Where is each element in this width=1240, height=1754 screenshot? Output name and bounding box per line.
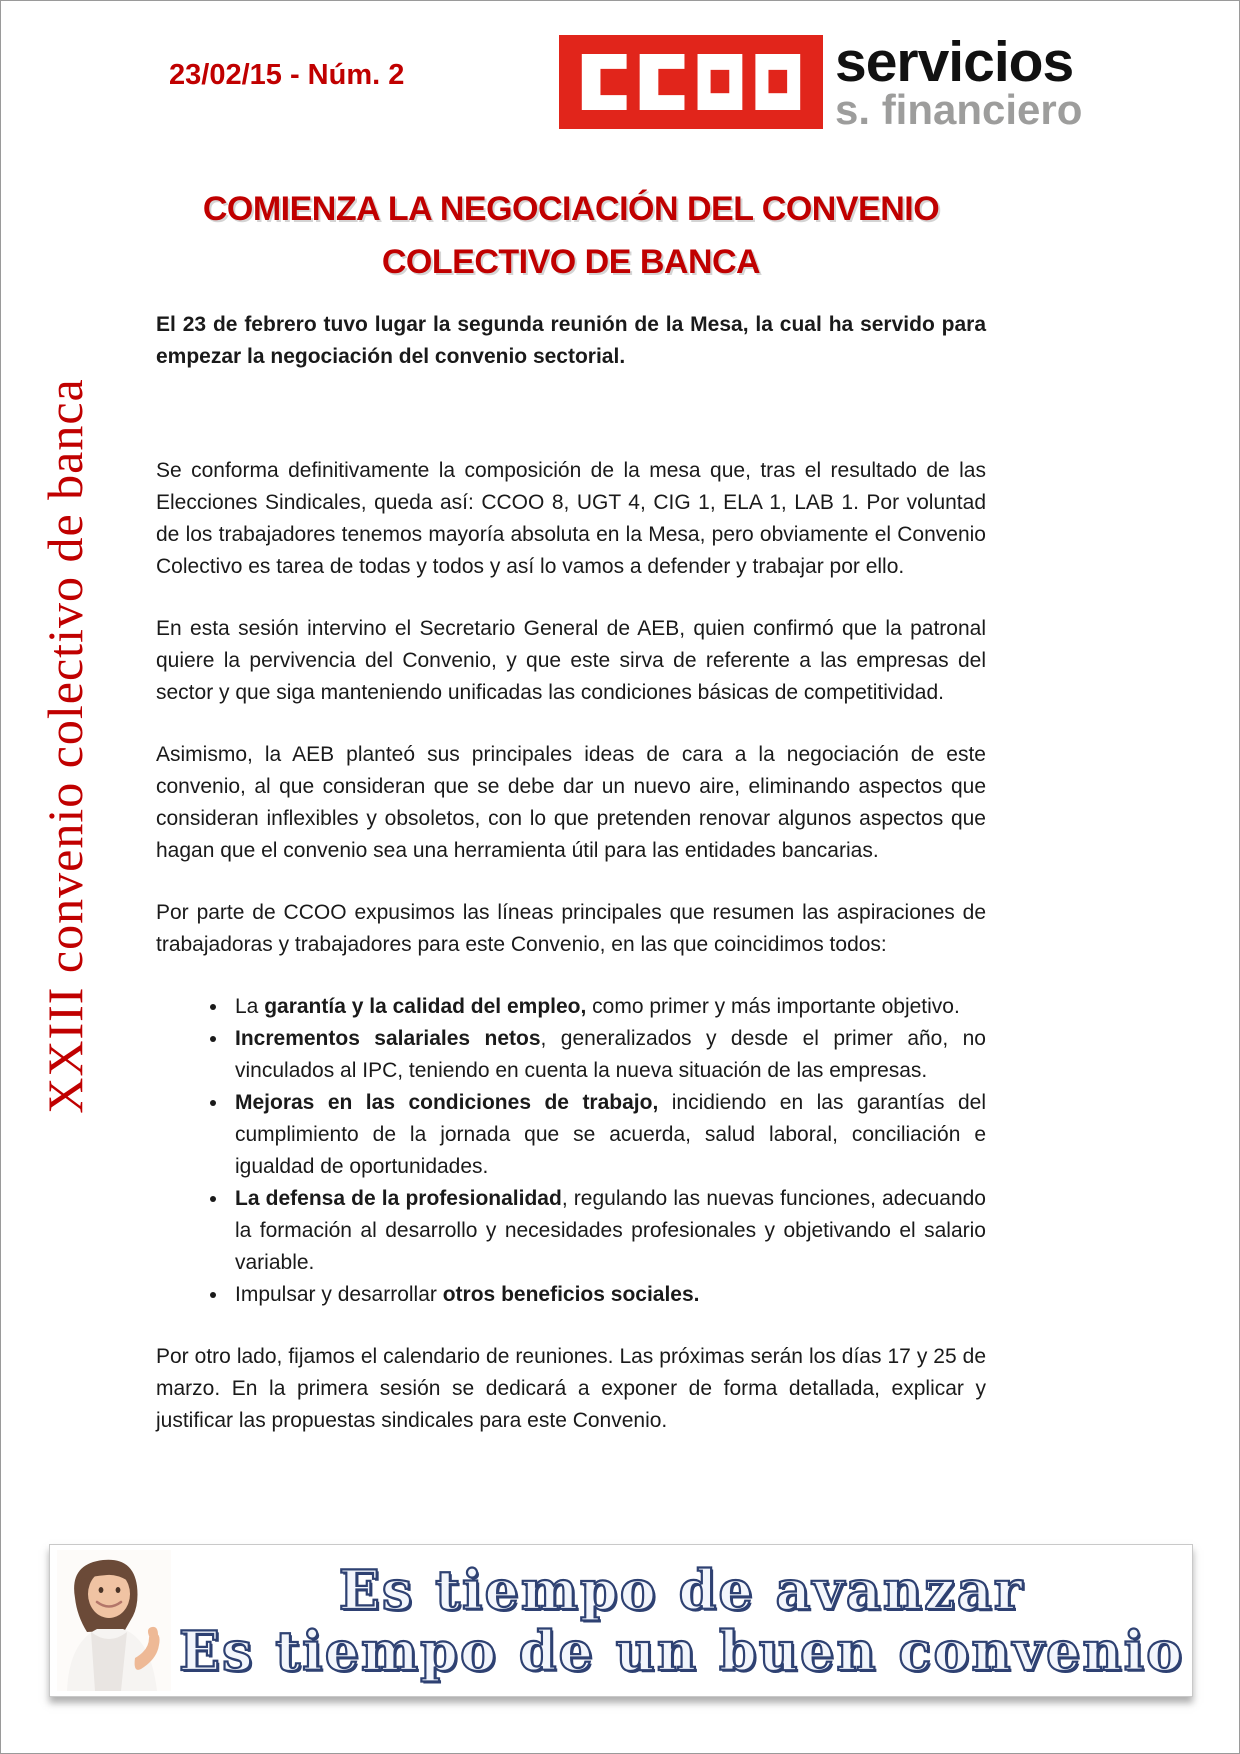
page-title-line1: COMIENZA LA NEGOCIACIÓN DEL CONVENIO — [202, 190, 940, 228]
brand-text — [835, 30, 1083, 134]
ccoo-logo — [559, 35, 823, 129]
campaign-slogan — [171, 1560, 1192, 1681]
page-title — [156, 183, 986, 288]
paragraph: Por parte de CCOO expusimos las líneas principales que resumen las aspiraciones de trabajadoras y trabajadores para este Convenio, en las que coincidimos todos: — [156, 901, 986, 956]
date-issue-label: 23/02/15 - Núm. 2 — [169, 59, 405, 91]
woman-thumbs-up-photo — [57, 1550, 171, 1691]
paragraph: Asimismo, la AEB planteó sus principales ideas de cara a la negociación de este convenio, al que consideran que se debe dar un nuevo aire, eliminando aspectos que consideran inflexibles y obsoletos, con lo que pretenden renovar algunos aspectos que hagan que el convenio sea una herramienta útil para las entidades bancarias. — [156, 743, 986, 862]
list-item: • Impulsar y desarrollar otros beneficios sociales. — [229, 1279, 986, 1311]
brand-name: servicios — [835, 30, 1074, 94]
paragraph: En esta sesión intervino el Secretario General de AEB, quien confirmó que la patronal quiere la pervivencia del Convenio, y que este sirva de referente a las empresas del sector y que siga manteniendo unificadas las condiciones básicas de competitividad. — [156, 617, 986, 704]
slogan-line2: Es tiempo de un buen convenio — [178, 1618, 1185, 1683]
aspiration-list — [156, 991, 986, 1311]
ccoo-logo-letters — [579, 54, 803, 110]
list-item: • La garantía y la calidad del empleo, como primer y más importante objetivo. — [229, 991, 986, 1023]
paragraph: Se conforma definitivamente la composición de la mesa que, tras el resultado de las Elecciones Sindicales, queda así: CCOO 8, UGT 4, CIG 1, ELA 1, LAB 1. Por voluntad de los trabajadores tenemos mayoría absoluta en la Mesa, pero obviamente el Convenio Colectivo es tarea de todas y todos y así lo vamos a defender y trabajar por ello. — [156, 459, 986, 578]
vertical-sidebar-title: XXIII convenio colectivo de banca — [37, 378, 93, 1114]
list-item: • Incrementos salariales netos, generalizados y desde el primer año, no vinculados al IPC, teniendo en cuenta la nueva situación de las empresas. — [229, 1023, 986, 1087]
campaign-banner — [49, 1544, 1193, 1697]
article-body — [156, 309, 986, 1467]
brand-subname: s. financiero — [835, 86, 1083, 134]
list-item: • Mejoras en las condiciones de trabajo, incidiendo en las garantías del cumplimiento de la jornada que se acuerda, salud laboral, conciliación e igualdad de oportunidades. — [229, 1087, 986, 1183]
slogan-line1: Es tiempo de avanzar — [338, 1558, 1025, 1623]
closing-paragraph: Por otro lado, fijamos el calendario de reuniones. Las próximas serán los días 17 y 25 de marzo. En la primera sesión se dedicará a exponer de forma detallada, explicar y justificar las propuestas sindicales para este Convenio. — [156, 1345, 986, 1432]
page-title-line2: COLECTIVO DE BANCA — [381, 242, 761, 281]
intro-paragraph: El 23 de febrero tuvo lugar la segunda reunión de la Mesa, la cual ha servido para empezar la negociación del convenio sectorial. — [156, 313, 986, 368]
ccoo-servicios-logo — [559, 30, 1083, 134]
list-item: • La defensa de la profesionalidad, regulando las nuevas funciones, adecuando la formación al desarrollo y necesidades profesionales y objetivando el salario variable. — [229, 1183, 986, 1279]
